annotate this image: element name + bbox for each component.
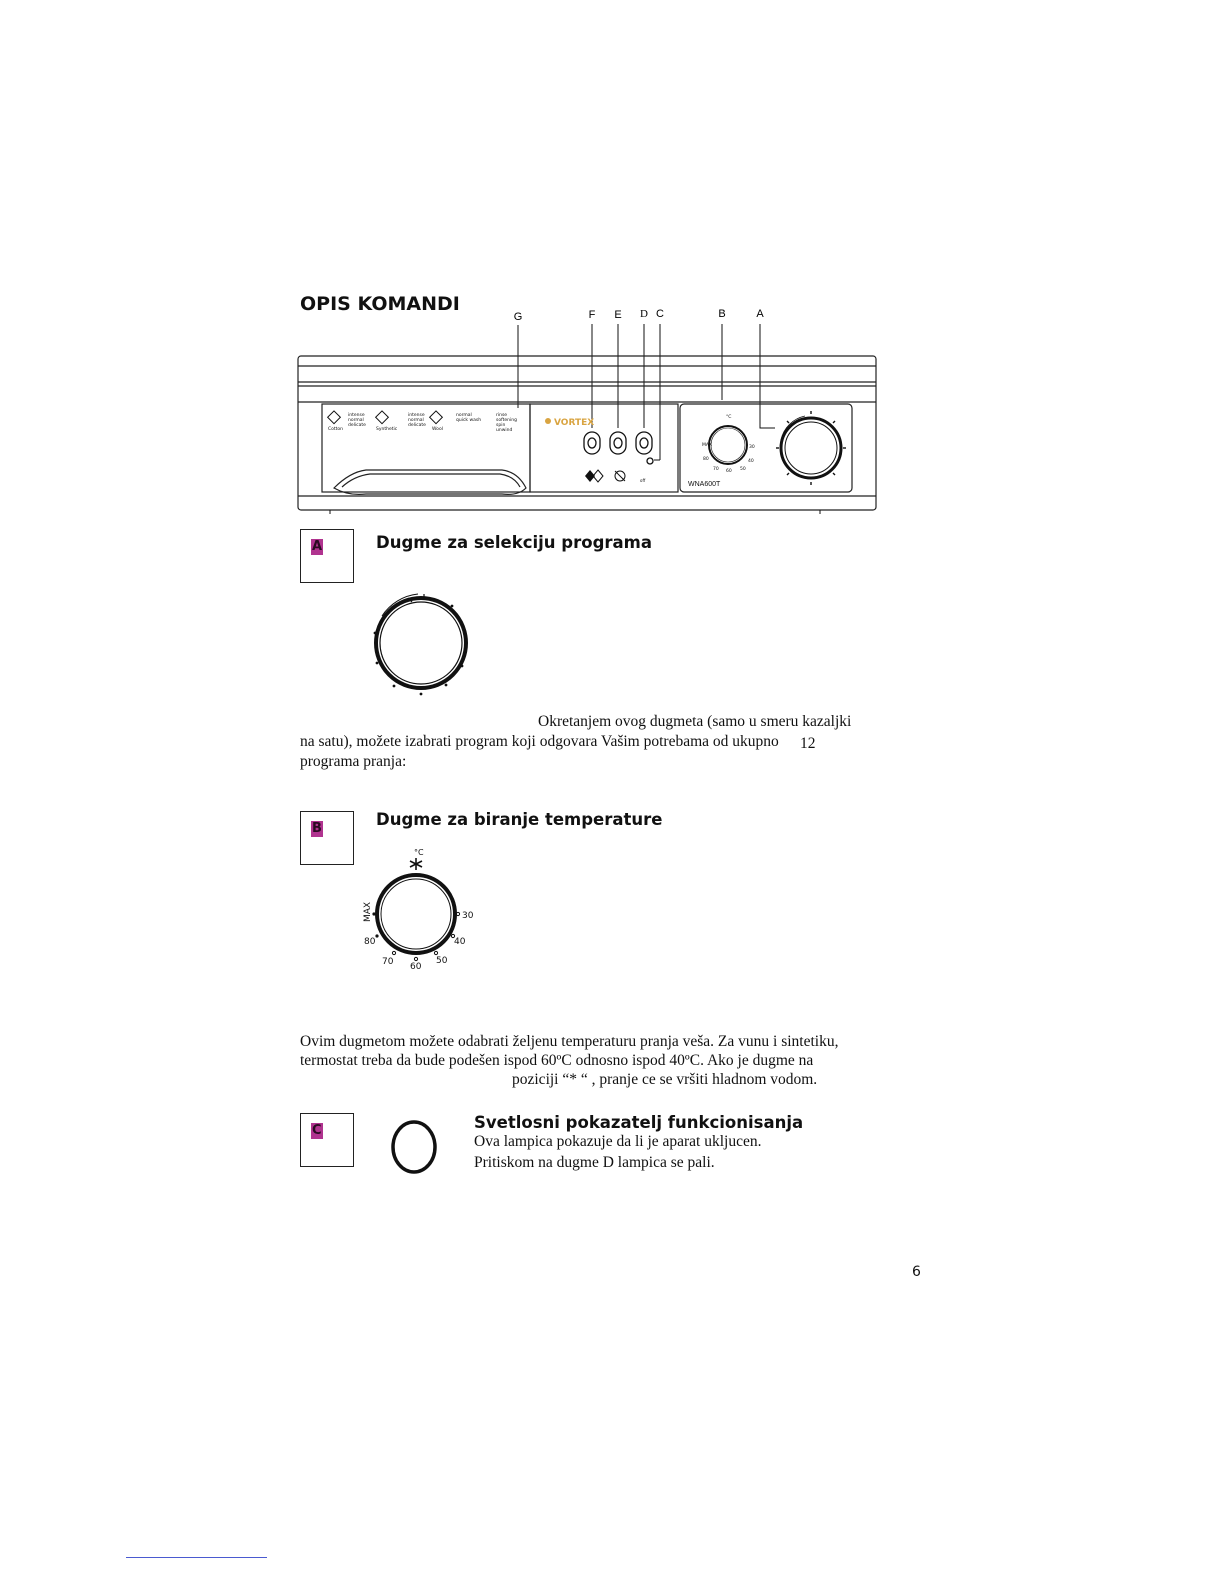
svg-text:Wool: Wool — [432, 427, 443, 432]
program-knob-illustration — [362, 588, 482, 700]
section-b-text-line2: termostat treba da bude podešen ispod 60ºC odnosno ispod 40ºC. Ako je dugme na — [300, 1052, 814, 1069]
svg-text:Synthetic: Synthetic — [376, 427, 398, 432]
dial-80: 80 — [364, 937, 376, 947]
footer-rule — [126, 1557, 267, 1558]
badge-box-b — [300, 811, 354, 865]
page-title: OPIS KOMANDI — [300, 293, 460, 315]
svg-text:80: 80 — [703, 457, 709, 462]
section-b-text-line3: poziciji “* “ , pranje ce se vršiti hladnom vodom. — [512, 1071, 818, 1088]
section-a-text-line3: programa pranja: — [300, 753, 407, 770]
svg-text:intense: intense — [408, 413, 425, 418]
badge-c: C — [312, 1123, 322, 1138]
svg-text:unwind: unwind — [496, 428, 513, 433]
callout-e: E — [614, 309, 622, 321]
svg-text:off: off — [640, 478, 646, 483]
svg-text:60: 60 — [726, 469, 732, 474]
dial-60: 60 — [410, 962, 422, 972]
svg-text:70: 70 — [713, 467, 719, 472]
callout-a: A — [756, 308, 764, 320]
svg-text:normal: normal — [408, 418, 424, 423]
panel-program-knob — [776, 411, 846, 485]
callout-b: B — [718, 308, 726, 320]
dial-unit: °C — [414, 848, 424, 857]
svg-text:WNA600T: WNA600T — [688, 481, 721, 488]
dial-70: 70 — [382, 957, 394, 967]
callout-f: F — [588, 309, 596, 321]
svg-text:quick wash: quick wash — [456, 418, 482, 423]
dial-max: MAX — [363, 901, 373, 922]
svg-text:normal: normal — [348, 418, 364, 423]
dial-30: 30 — [462, 911, 474, 921]
svg-text:40: 40 — [748, 459, 754, 464]
dial-50: 50 — [436, 956, 448, 966]
svg-text:MAX: MAX — [702, 443, 713, 448]
callout-c: C — [656, 308, 664, 320]
svg-text:30: 30 — [749, 445, 755, 450]
callout-d: D — [640, 308, 648, 320]
badge-box-a — [300, 529, 354, 583]
svg-text:intense: intense — [348, 413, 365, 418]
section-c-text-line1: Ova lampica pokazuje da li je aparat ukljucen. — [474, 1133, 762, 1150]
svg-text:°C: °C — [726, 415, 732, 420]
badge-a: A — [312, 539, 323, 554]
badge-box-c — [300, 1113, 354, 1167]
panel-temp-dial — [688, 414, 755, 488]
svg-text:softening: softening — [496, 418, 517, 423]
program-count: 12 — [800, 735, 816, 752]
control-panel-diagram — [290, 300, 890, 520]
section-a-text-line1: Okretanjem ovog dugmeta (samo u smeru kazaljki — [538, 713, 852, 730]
indicator-lamp-icon — [388, 1118, 440, 1176]
badge-b: B — [312, 821, 322, 836]
brand-logo: VORTEX — [554, 418, 595, 428]
callout-g: G — [513, 311, 523, 323]
page-number: 6 — [912, 1264, 921, 1280]
svg-text:delicate: delicate — [408, 423, 426, 428]
section-a-text-line2: na satu), možete izabrati program koji odgovara Vašim potrebama od ukupno — [300, 733, 779, 750]
section-b-title: Dugme za biranje temperature — [376, 810, 663, 829]
svg-text:delicate: delicate — [348, 423, 366, 428]
svg-text:Cotton: Cotton — [328, 427, 344, 432]
section-a-title: Dugme za selekciju programa — [376, 533, 652, 552]
section-c-title: Svetlosni pokazatelj funkcionisanja — [474, 1113, 804, 1132]
panel-buttons — [584, 432, 653, 464]
svg-text:50: 50 — [740, 467, 746, 472]
svg-text:rinse: rinse — [496, 413, 508, 418]
temperature-dial-illustration — [352, 840, 492, 980]
svg-text:spin: spin — [496, 423, 506, 428]
section-b-text-line1: Ovim dugmetom možete odabrati željenu temperaturu pranja veša. Za vunu i sintetiku, — [300, 1033, 839, 1050]
program-legend — [328, 411, 517, 433]
section-c-text-line2: Pritiskom na dugme D lampica se pali. — [474, 1154, 715, 1171]
dial-40: 40 — [454, 937, 466, 947]
svg-text:normal: normal — [456, 413, 472, 418]
button-icons — [585, 470, 645, 483]
